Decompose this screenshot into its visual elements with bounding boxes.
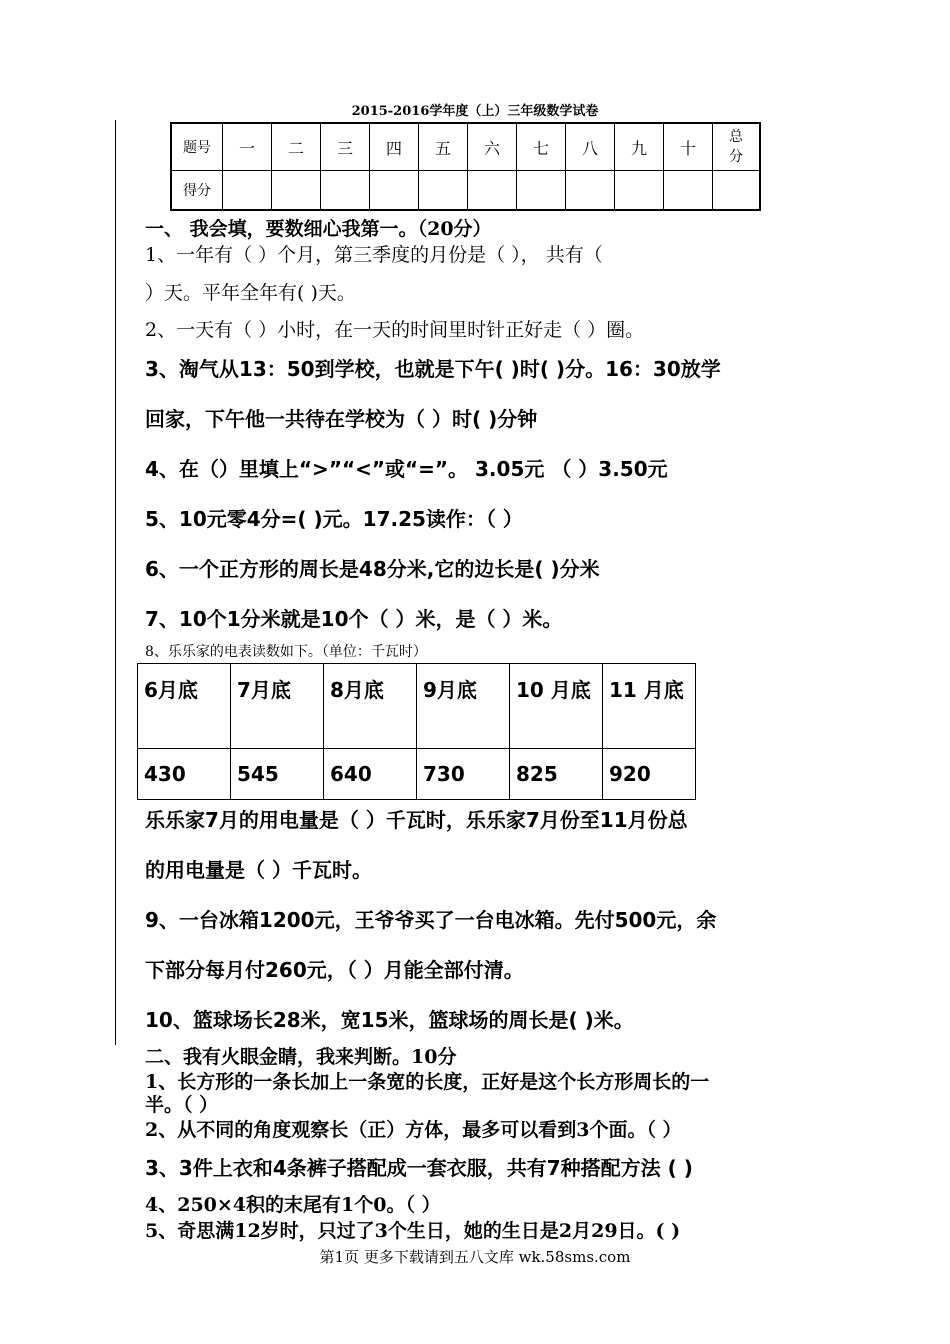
- score-cell: 五: [419, 123, 468, 171]
- section1-heading: 一、 我会填，要数细心我第一。（20分）: [145, 218, 492, 240]
- meter-header-cell: 10 月底: [510, 664, 603, 749]
- score-blank[interactable]: [615, 171, 664, 211]
- j1-line1: 1、长方形的一条长加上一条宽的长度，正好是这个长方形周长的一: [145, 1071, 710, 1093]
- score-blank[interactable]: [223, 171, 272, 211]
- total-label: 总分: [729, 129, 743, 165]
- meter-value-cell: 920: [603, 749, 696, 800]
- q5-line: 5、10元零4分=( )元。17.25读作：（ ）: [145, 507, 523, 531]
- q10-line: 10、篮球场长28米，宽15米，篮球场的周长是( )米。: [145, 1008, 634, 1032]
- q9-line2: 下部分每月付260元，（ ）月能全部付清。: [145, 958, 524, 982]
- section2-heading: 二、我有火眼金睛，我来判断。10分: [145, 1046, 457, 1068]
- score-cell: 七: [517, 123, 566, 171]
- score-cell: 十: [664, 123, 713, 171]
- score-blank[interactable]: [713, 171, 761, 211]
- margin-line: [115, 120, 116, 1045]
- score-cell: 题号: [171, 123, 223, 171]
- j4-line: 4、250×4积的末尾有1个0。（ ）: [145, 1194, 441, 1216]
- score-blank[interactable]: [664, 171, 713, 211]
- score-blank[interactable]: [419, 171, 468, 211]
- score-blank[interactable]: [272, 171, 321, 211]
- score-cell: 四: [370, 123, 419, 171]
- meter-header-cell: 11 月底: [603, 664, 696, 749]
- j3-line: 3、3件上衣和4条裤子搭配成一套衣服，共有7种搭配方法 ( ): [145, 1156, 693, 1180]
- score-cell-total: [713, 123, 761, 171]
- j1-line2: 半。（ ）: [145, 1094, 219, 1116]
- score-cell: 一: [223, 123, 272, 171]
- meter-value-cell: 430: [138, 749, 231, 800]
- q2-line: 2、一天有（ ）小时，在一天的时间里时针正好走（ ）圈。: [145, 319, 645, 341]
- q1-line1: 1、一年有（ ）个月，第三季度的月份是（ ）， 共有（: [145, 244, 603, 266]
- score-cell: 八: [566, 123, 615, 171]
- q6-line: 6、一个正方形的周长是48分米,它的边长是( )分米: [145, 557, 600, 581]
- meter-header-cell: 6月底: [138, 664, 231, 749]
- meter-header-cell: 7月底: [231, 664, 324, 749]
- score-cell: 六: [468, 123, 517, 171]
- j2-line: 2、从不同的角度观察长（正）方体，最多可以看到3个面。（ ）: [145, 1119, 682, 1141]
- q3-line2: 回家，下午他一共待在学校为（ ）时( )分钟: [145, 407, 538, 431]
- score-blank[interactable]: [370, 171, 419, 211]
- score-label: 得分: [171, 171, 223, 211]
- score-blank[interactable]: [566, 171, 615, 211]
- score-table-header-row: [171, 123, 760, 171]
- meter-header-row: [138, 664, 696, 749]
- meter-header-cell: 9月底: [417, 664, 510, 749]
- score-table: [170, 122, 761, 211]
- meter-value-cell: 640: [324, 749, 417, 800]
- score-cell: 九: [615, 123, 664, 171]
- j5-line: 5、奇思满12岁时，只过了3个生日，她的生日是2月29日。( ): [145, 1220, 681, 1242]
- meter-value-row: [138, 749, 696, 800]
- score-blank[interactable]: [468, 171, 517, 211]
- meter-value-cell: 545: [231, 749, 324, 800]
- q8-line: 8、乐乐家的电表读数如下。（单位：千瓦时）: [145, 644, 427, 660]
- meter-table: [137, 663, 696, 800]
- page-footer: 第1页 更多下载请到五八文库 wk.58sms.com: [319, 1248, 631, 1266]
- q1-line2: ）天。平年全年有( )天。: [145, 282, 356, 304]
- meter-value-cell: 825: [510, 749, 603, 800]
- score-blank[interactable]: [321, 171, 370, 211]
- q3-line1: 3、淘气从13：50到学校，也就是下午( )时( )分。16：30放学: [145, 357, 721, 381]
- q8-answer-line2: 的用电量是（ ）千瓦时。: [145, 858, 372, 882]
- score-cell: 三: [321, 123, 370, 171]
- q8-answer-line1: 乐乐家7月的用电量是（ ）千瓦时，乐乐家7月份至11月份总: [145, 808, 688, 832]
- score-table-score-row: [171, 171, 760, 211]
- q7-line: 7、10个1分米就是10个（ ）米，是（ ）米。: [145, 607, 563, 631]
- meter-value-cell: 730: [417, 749, 510, 800]
- q9-line1: 9、一台冰箱1200元，王爷爷买了一台电冰箱。先付500元，余: [145, 908, 717, 932]
- score-cell: 二: [272, 123, 321, 171]
- page-title: 2015-2016学年度（上）三年级数学试卷: [351, 104, 599, 119]
- meter-header-cell: 8月底: [324, 664, 417, 749]
- score-blank[interactable]: [517, 171, 566, 211]
- q4-line: 4、在（）里填上“>”“<”或“=”。 3.05元 （ ）3.50元: [145, 457, 668, 481]
